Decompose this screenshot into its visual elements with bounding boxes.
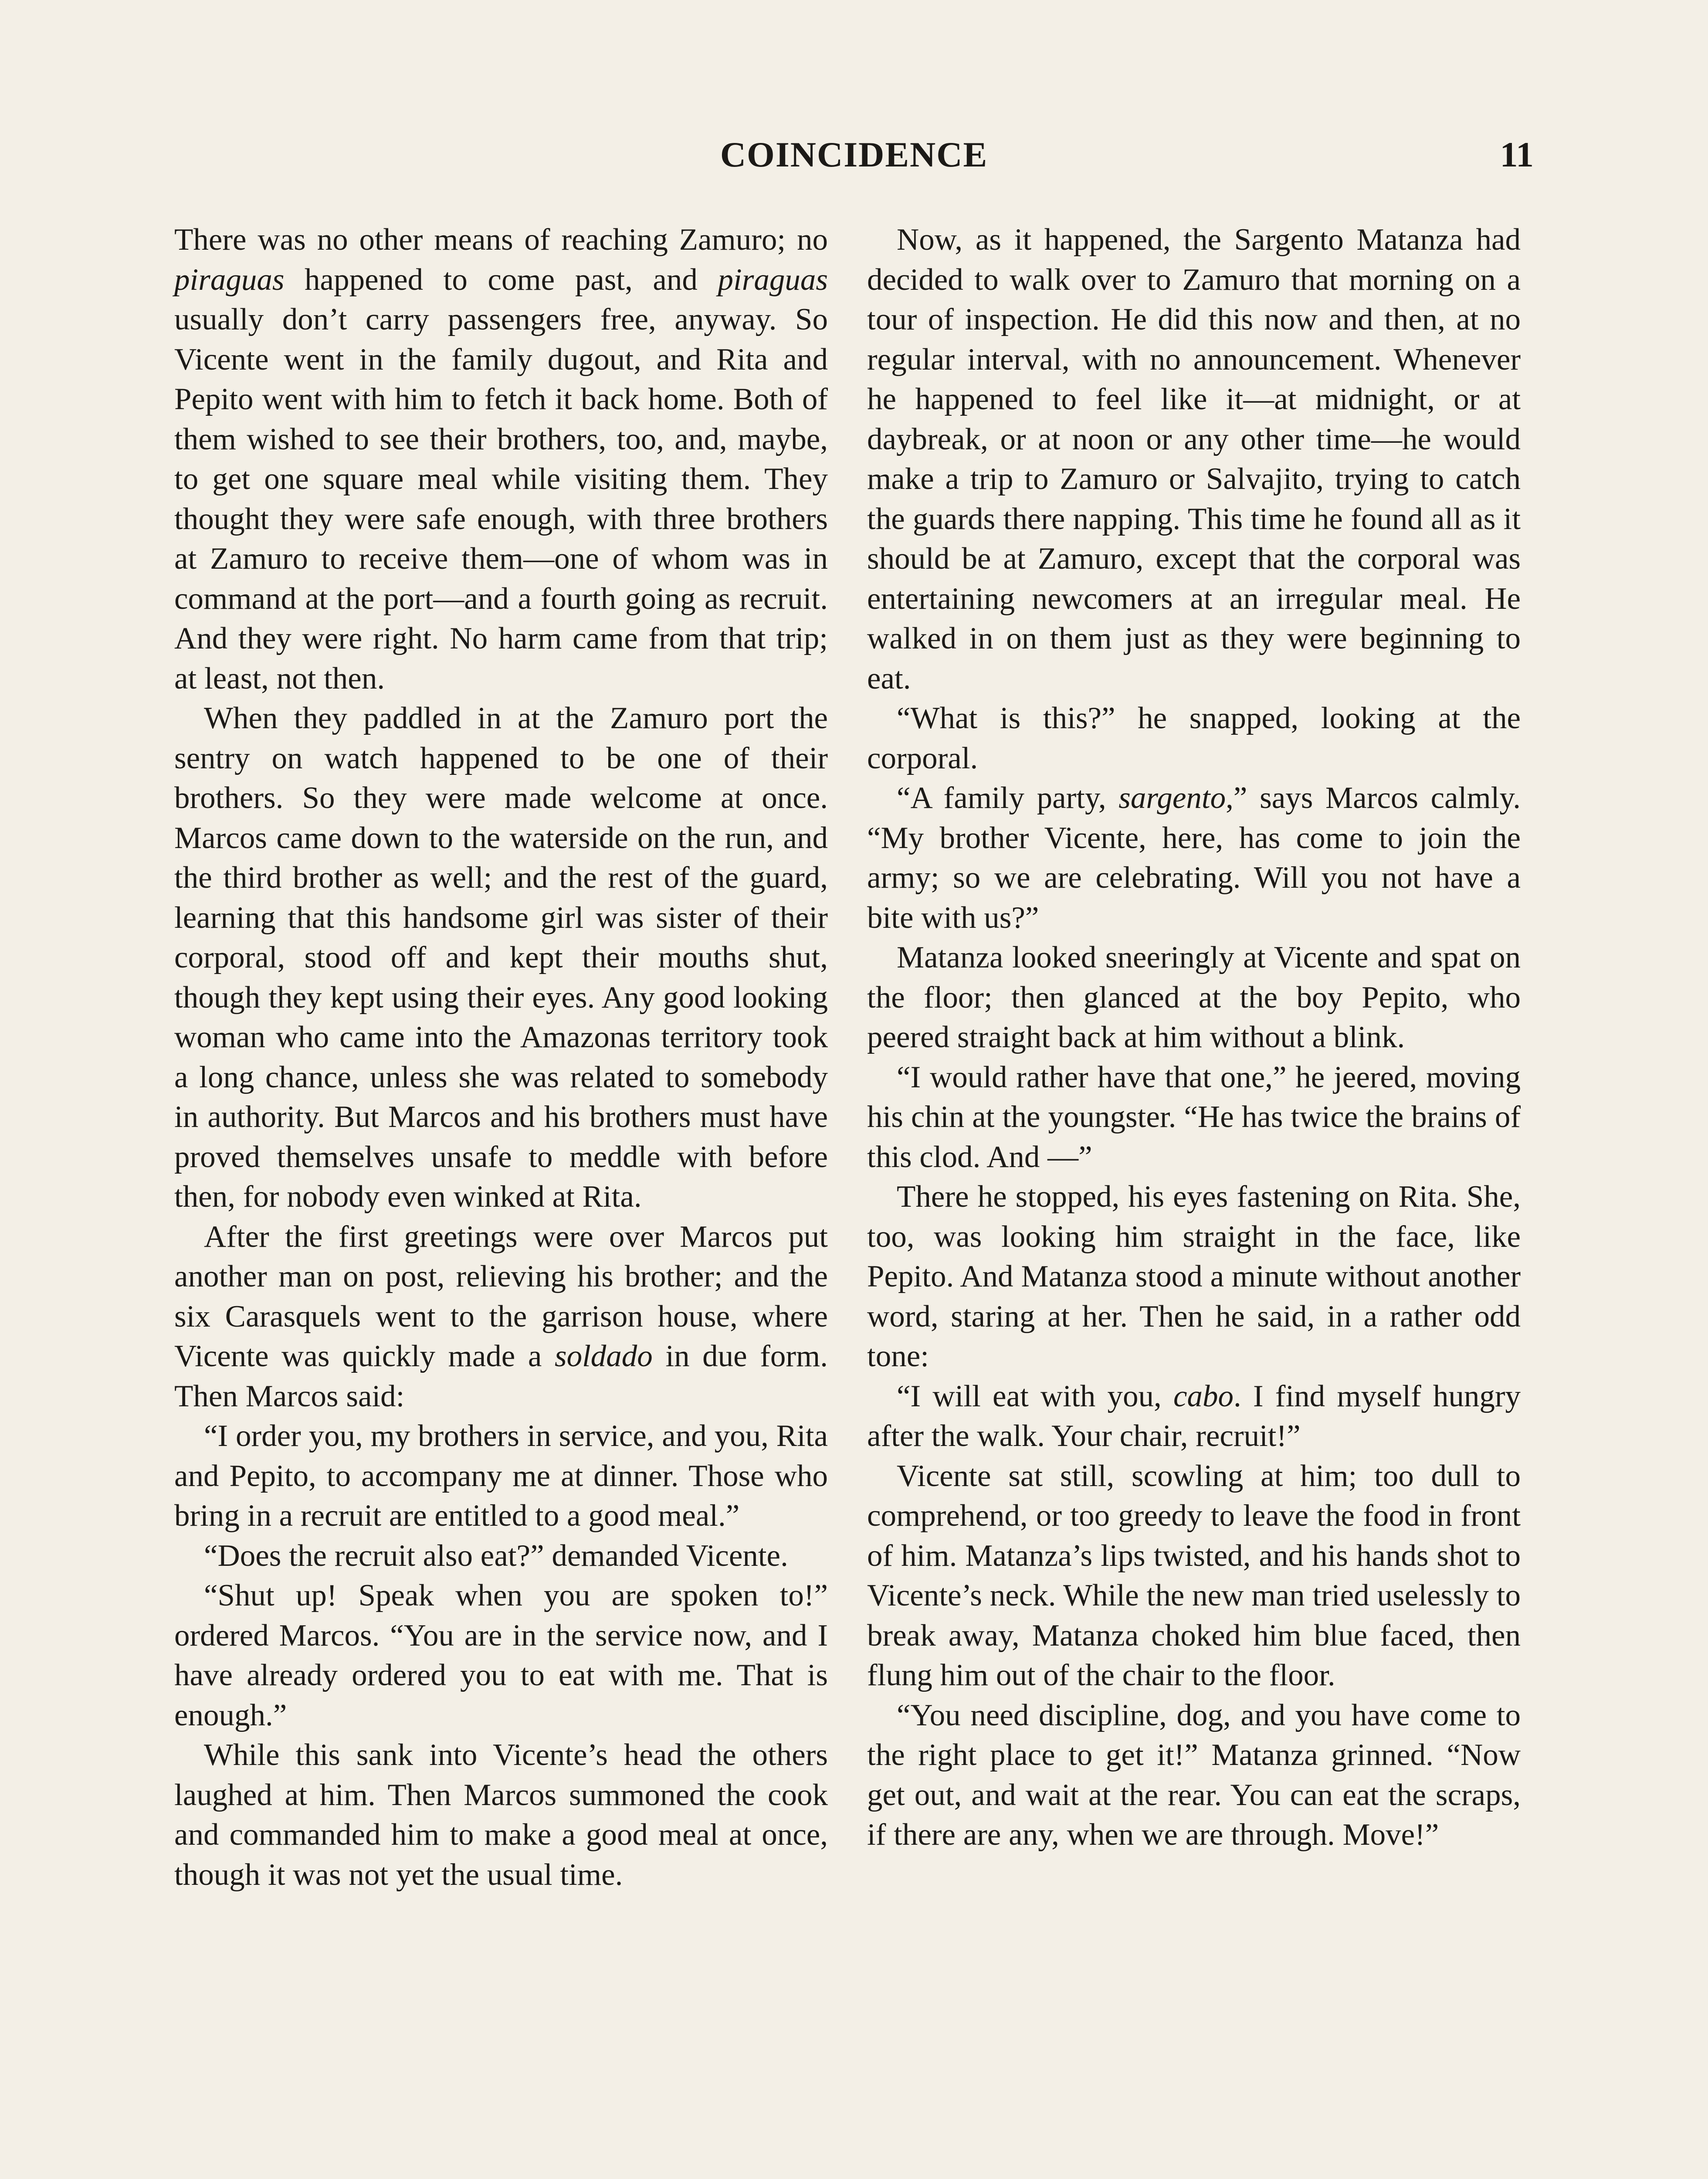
paragraph: “I would rather have that one,” he jeered, moving his chin at the youngster. “He has twice the brains of this clod. And —”: [867, 1060, 1521, 1174]
right-column: [867, 220, 1521, 1855]
running-header: [174, 131, 1534, 179]
paragraph: “You need discipline, dog, and you have come to the right place to get it!” Matanza grinned. “Now get out, and wait at the rear. You can eat the scraps, if there are any, when we are through. Move!”: [867, 1698, 1521, 1852]
paragraph: There was no other means of reaching Zamuro; no piraguas happened to come past, and piraguas usually don’t carry passengers free, anyway. So Vicente went in the family dugout, and Rita and Pepito went with him to fetch it back home. Both of them wished to see their brothers, too, and, maybe, to get one square meal while visiting them. They thought they were safe enough, with three brothers at Zamuro to receive them—one of whom was in command at the port—and a fourth going as recruit. And they were right. No harm came from that trip; at least, not then.: [174, 223, 828, 696]
paragraph: “Shut up! Speak when you are spoken to!” ordered Marcos. “You are in the service now, and I have already ordered you to eat with me. That is enough.”: [174, 1578, 828, 1732]
paragraph: Vicente sat still, scowling at him; too dull to comprehend, or too greedy to leave the food in front of him. Matanza’s lips twisted, and his hands shot to Vicente’s neck. While the new man tried uselessly to break away, Matanza choked him blue faced, then flung him out of the chair to the floor.: [867, 1459, 1521, 1692]
paragraph: Matanza looked sneeringly at Vicente and spat on the floor; then glanced at the boy Pepito, who peered straight back at him without a blink.: [867, 940, 1521, 1054]
paragraph: “What is this?” he snapped, looking at the corporal.: [867, 701, 1521, 775]
italic-term: piraguas: [718, 262, 828, 297]
italic-term: piraguas: [174, 262, 285, 297]
paragraph: When they paddled in at the Zamuro port the sentry on watch happened to be one of their brothers. So they were made welcome at once. Marcos came down to the waterside on the run, and the third brother as well; and the rest of the guard, learning that this handsome girl was sister of their corporal, stood off and kept their mouths shut, though they kept using their eyes. Any good looking woman who came into the Amazonas territory took a long chance, unless she was related to somebody in authority. But Marcos and his brothers must have proved themselves unsafe to meddle with before then, for nobody even winked at Rita.: [174, 701, 828, 1214]
paragraph: “I will eat with you, cabo. I find myself hungry after the walk. Your chair, recruit!”: [867, 1379, 1521, 1453]
chapter-title: COINCIDENCE: [720, 135, 988, 174]
italic-term: cabo: [1173, 1379, 1234, 1413]
paragraph: While this sank into Vicente’s head the others laughed at him. Then Marcos summoned the cook and commanded him to make a good meal at once, though it was not yet the usual time.: [174, 1738, 828, 1892]
italic-term: sargento: [1118, 781, 1226, 815]
paragraph: After the first greetings were over Marcos put another man on post, relieving his brother; and the six Carasquels went to the garrison house, where Vicente was quickly made a soldado in due form. Then Marcos said:: [174, 1219, 828, 1413]
paragraph: There he stopped, his eyes fastening on Rita. She, too, was looking him straight in the face, like Pepito. And Matanza stood a minute without another word, staring at her. Then he said, in a rather odd tone:: [867, 1180, 1521, 1373]
paragraph: “A family party, sargento,” says Marcos calmly. “My brother Vicente, here, has come to join the army; so we are celebrating. Will you not have a bite with us?”: [867, 781, 1521, 935]
paragraph: “I order you, my brothers in service, and you, Rita and Pepito, to accompany me at dinner. Those who bring in a recruit are entitled to a good meal.”: [174, 1419, 828, 1533]
paragraph: “Does the recruit also eat?” demanded Vicente.: [204, 1538, 788, 1573]
italic-term: soldado: [554, 1339, 653, 1373]
paragraph: Now, as it happened, the Sargento Matanza had decided to walk over to Zamuro that morning on a tour of inspection. He did this now and then, at no regular interval, with no announcement. Whenever he happened to feel like it—at midnight, or at daybreak, or at noon or any other time—he would make a trip to Zamuro or Salvajito, trying to catch the guards there napping. This time he found all as it should be at Zamuro, except that the corporal was entertaining newcomers at an irregular meal. He walked in on them just as they were beginning to eat.: [867, 223, 1521, 696]
page-number: 11: [1500, 135, 1534, 174]
left-column: [174, 220, 828, 1895]
